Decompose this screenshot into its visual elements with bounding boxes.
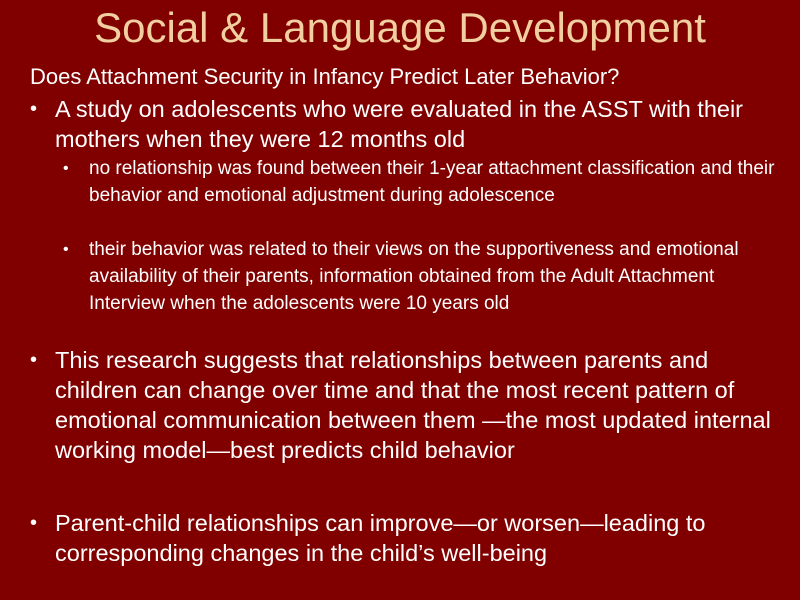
sub-bullet-point	[63, 236, 789, 317]
sub-bullet-icon: •	[63, 160, 69, 177]
bullet-point	[30, 94, 795, 154]
bullet-text: A study on adolescents who were evaluated in the ASST with their mothers when they were 12 months old	[55, 96, 744, 152]
bullet-icon: •	[30, 349, 38, 371]
sub-bullet-text: no relationship was found between their 1-year attachment classification and their behavior and emotional adjustment during adolescence	[89, 158, 775, 206]
sub-bullet-point	[63, 155, 789, 209]
sub-bullet-icon: •	[63, 241, 69, 258]
bullet-point	[30, 508, 795, 568]
bullet-text: This research suggests that relationships between parents and children can change over time and that the most recent pattern of emotional communication between them —the most updated internal working model—best predicts child behavior	[55, 347, 771, 463]
slide-subtitle: Does Attachment Security in Infancy Predict Later Behavior?	[30, 64, 620, 89]
sub-bullet-text: their behavior was related to their views on the supportiveness and emotional availability of their parents, information obtained from the Adult Attachment Interview when the adolescents were 10 years old	[89, 239, 739, 314]
bullet-point	[30, 345, 795, 465]
slide-title: Social & Language Development	[94, 4, 706, 51]
bullet-icon: •	[30, 98, 38, 120]
bullet-text: Parent-child relationships can improve—or worsen—leading to corresponding changes in the child’s well-being	[55, 510, 706, 566]
bullet-icon: •	[30, 512, 38, 534]
